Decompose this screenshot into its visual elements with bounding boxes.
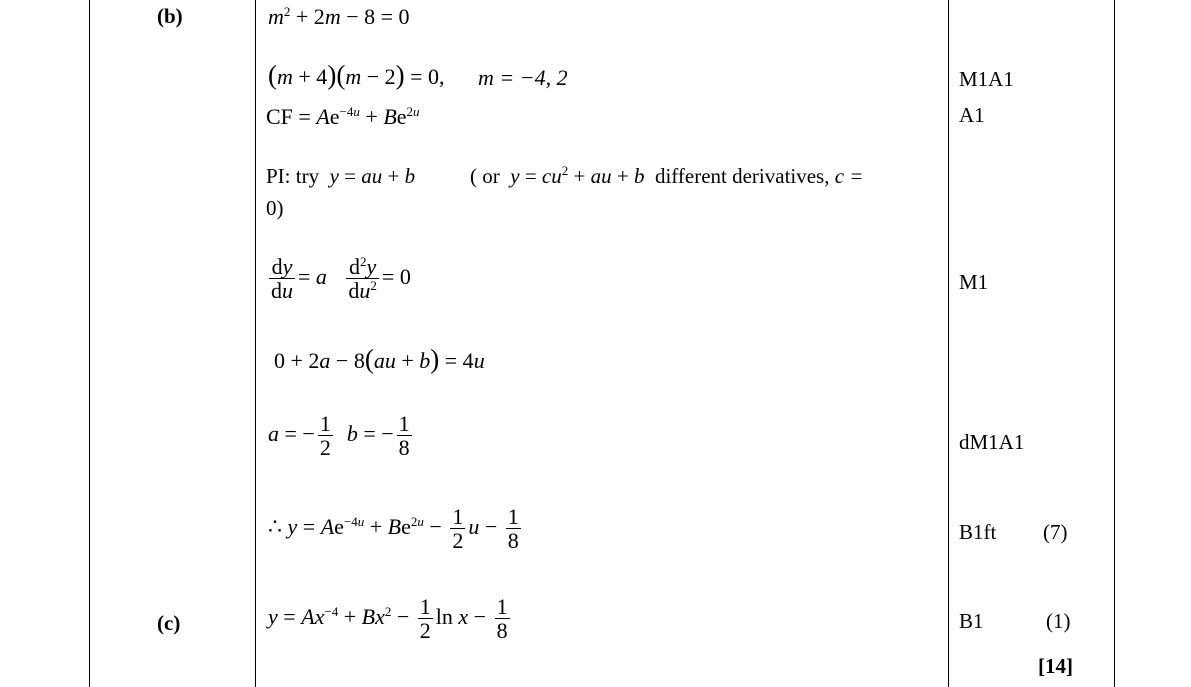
table-divider-working <box>255 0 256 687</box>
coefficient-values: a = − $\frac{1}{2}$ b = − $\frac{1}{8}$ <box>268 411 410 461</box>
factorised-equation: (m + 4)(m − 2) = 0, <box>268 60 445 90</box>
table-divider-marks <box>948 0 949 687</box>
part-c-total: (1) <box>1046 609 1071 633</box>
part-b-label: (b) <box>157 4 183 28</box>
c-equals: c = <box>834 164 864 188</box>
mark-b1-part-c: B1 <box>959 609 984 633</box>
general-solution-u: ∴ $y = Ae^{-4u} + Be^{2u}$ − $\frac{1}{2}$ u − $\frac{1}{8}$ <box>268 504 519 554</box>
mark-b1ft-solution: B1ft <box>959 520 997 544</box>
mark-m1-derivatives: M1 <box>959 270 989 294</box>
part-c-label: (c) <box>157 611 181 635</box>
auxiliary-equation: $m^2 + 2m - 8 = 0$ <box>268 4 410 29</box>
substitution-equation: 0 + 2a − 8(au + b) = 4u <box>274 344 485 374</box>
different-derivatives-text: different derivatives, <box>654 164 830 188</box>
table-border-left <box>89 0 90 687</box>
part-b-total: (7) <box>1043 520 1068 544</box>
pi-try-label: PI: try <box>266 164 320 188</box>
therefore-symbol: ∴ <box>268 514 282 540</box>
roots-value: m = −4, 2 <box>478 65 568 90</box>
mark-a1-cf: A1 <box>959 103 985 127</box>
derivatives: $\frac{dy}{du}$ = a $\frac{d^2y}{du^2}$ = 0 <box>271 254 411 304</box>
pi-zero-close: 0) <box>266 196 284 220</box>
table-border-right <box>1114 0 1115 687</box>
or-open: ( or <box>470 164 500 188</box>
complementary-function: CF = $Ae^{-4u} + Be^{2u}$ <box>266 104 420 129</box>
pi-alternative: ( or $y = cu^2$ + au + b different derivatives, c = <box>470 163 864 188</box>
mark-dm1a1-coefficients: dM1A1 <box>959 430 1025 454</box>
mark-m1a1-roots: M1A1 <box>959 67 1014 91</box>
grand-total: [14] <box>1038 654 1073 678</box>
general-solution-x: $y = Ax^{-4} + Bx^2$ − $\frac{1}{2}$ ln x − $\frac{1}{8}$ <box>268 594 508 644</box>
pi-try-line: PI: try y = au + b <box>266 164 416 188</box>
